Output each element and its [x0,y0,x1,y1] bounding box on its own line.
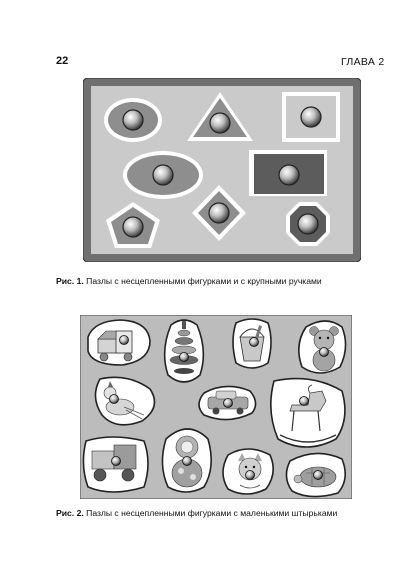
piece-rocking-horse [271,379,345,447]
caption-text: Пазлы с несцепленными фигурками и с крупными ручками [86,276,322,286]
piece-cat [223,449,273,494]
knob [210,113,230,133]
peg [180,353,189,362]
piece-toy-car [199,386,256,419]
caption-label: Рис. 2. [56,508,84,518]
peg [300,397,309,406]
page-number: 22 [56,55,69,67]
peg [250,338,259,347]
peg [120,336,129,345]
piece-truck [83,437,148,492]
knob [298,214,318,234]
knob [123,110,143,130]
figure-2-caption [56,508,368,519]
knob [279,165,299,185]
piece-oval [104,98,162,142]
piece-tortoise [286,453,345,496]
piece-stacking-pyramid [165,320,204,382]
piece-octagon [286,202,330,246]
caption-text: Пазлы с несцепленными фигурками с маленькими штырьками [86,508,338,518]
figure-2-picture-puzzle [80,315,352,499]
knob [209,203,229,223]
peg [112,457,121,466]
chapter-header: ГЛАВА 2 [341,56,385,68]
caption-label: Рис. 1. [56,276,84,286]
piece-sand-bucket [233,319,271,368]
peg [320,348,329,357]
figure-1-shape-puzzle [83,78,361,262]
knob [301,107,321,127]
piece-ellipse [123,151,203,199]
peg [110,395,119,404]
knob [153,165,173,185]
piece-square [282,92,340,142]
figure-1-caption [56,276,368,287]
piece-matryoshka [162,429,211,492]
peg [246,471,255,480]
peg [224,399,233,408]
piece-teddy-bear [299,321,346,373]
peg [183,457,192,466]
knob [123,217,143,237]
piece-train-engine [88,320,150,365]
peg [314,471,323,480]
piece-rectangle [249,150,327,196]
